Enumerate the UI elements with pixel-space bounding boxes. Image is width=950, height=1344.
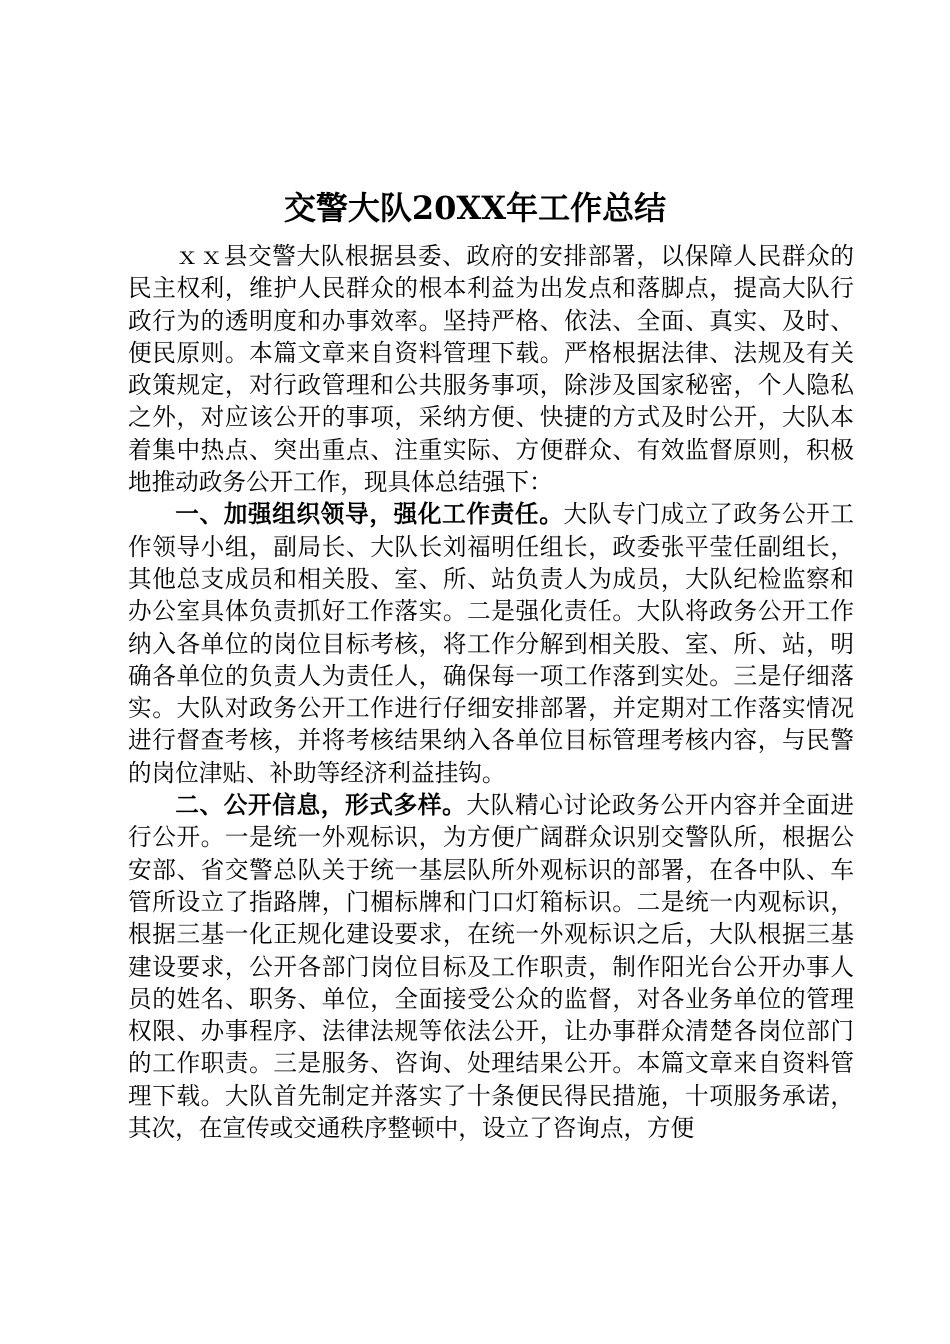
paragraph-text: 大队专门成立了政务公开工作领导小组，副局长、大队长刘福明任组长，政委张平莹任副组长，其他总支成员和相关股、室、所、站负责人为成员，大队纪检监察和办公室具体负责抓好工作落实。二是强化责任。大队将政务公开工作纳入各单位的岗位目标考核，将工作分解到相关股、室、所、站，明确各单位的负责人为责任人，确保每一项工作落到实处。三是仔细落实。大队对政务公开工作进行仔细安排部署，并定期对工作落实情况进行督查考核，并将考核结果纳入各单位目标管理考核内容，与民警的岗位津贴、补助等经济利益挂钩。 <box>128 500 855 787</box>
section-heading: 二、公开信息，形式多样。 <box>175 791 467 820</box>
section-heading: 一、加强组织领导，强化工作责任。 <box>175 500 564 529</box>
paragraph-intro <box>128 240 854 498</box>
paragraph-text: ｘｘ县交警大队根据县委、政府的安排部署，以保障人民群众的民主权利，维护人民群众的根本利益为出发点和落脚点，提高大队行政行为的透明度和办事效率。坚持严格、依法、全面、真实、及时、便民原则。本篇文章来自资料管理下载。严格根据法律、法规及有关政策规定，对行政管理和公共服务事项，除涉及国家秘密，个人隐私之外，对应该公开的事项，采纳方便、快捷的方式及时公开，大队本着集中热点、突出重点、注重实际、方便群众、有效监督原则，积极地推动政务公开工作，现具体总结强下： <box>128 242 854 497</box>
paragraph-section-1 <box>128 498 854 789</box>
document-title: 交警大队20XX年工作总结 <box>283 189 667 227</box>
paragraph-section-2 <box>128 789 854 1144</box>
paragraph-text: 大队精心讨论政务公开内容并全面进行公开。一是统一外观标识，为方便广阔群众识别交警队所，根据公安部、省交警总队关于统一基层队所外观标识的部署，在各中队、车管所设立了指路牌，门楣标牌和门口灯箱标识。二是统一内观标识，根据三基一化正规化建设要求，在统一外观标识之后，大队根据三基建设要求，公开各部门岗位目标及工作职责，制作阳光台公开办事人员的姓名、职务、单位，全面接受公众的监督，对各业务单位的管理权限、办事程序、法律法规等依法公开，让办事群众清楚各岗位部门的工作职责。三是服务、咨询、处理结果公开。本篇文章来自资料管理下载。大队首先制定并落实了十条便民得民措施，十项服务承诺，其次，在宣传或交通秩序整顿中，设立了咨询点，方便 <box>128 791 855 1143</box>
document-body <box>128 240 854 1144</box>
